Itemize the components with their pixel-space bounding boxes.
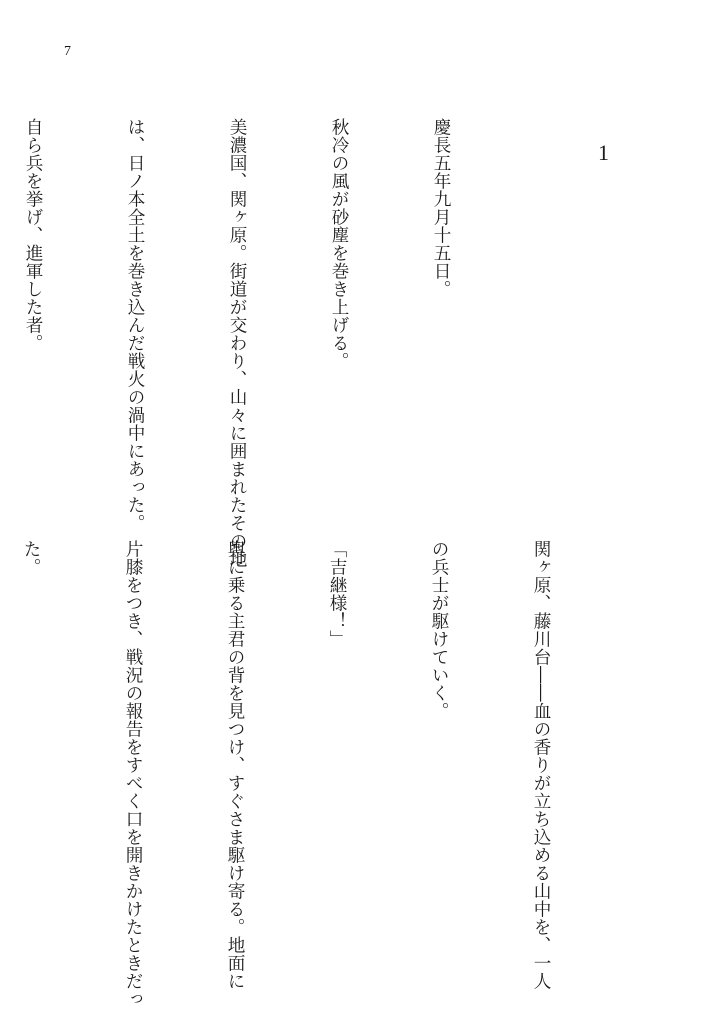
text-line: の兵士が駆けていく。 — [429, 540, 449, 720]
text-line: 秋冷の風が砂塵を巻き上げる。 — [329, 118, 349, 370]
text-line: 自ら兵を挙げ、進軍した者。 — [23, 118, 43, 352]
text-line: た。 — [21, 540, 41, 576]
text-line: 慶長五年九月十五日。 — [431, 118, 451, 298]
text-line: は、日ノ本全土を巻き込んだ戦火の渦中にあった。 — [125, 118, 145, 532]
text-line: 美濃国、関ヶ原。街道が交わり、山々に囲まれたその地 — [227, 118, 247, 568]
text-line: 輿に乗る主君の背を見つけ、すぐさま駆け寄る。地面に — [225, 540, 245, 990]
page-number: 7 — [64, 44, 71, 59]
text-line: 関ヶ原、藤川台――血の香りが立ち込める山中を、一人 — [531, 540, 551, 990]
text-block-bottom — [0, 540, 626, 1008]
text-line: 片膝をつき、戦況の報告をすべく口を開きかけたときだっ — [123, 540, 143, 1008]
text-block-top — [0, 118, 526, 568]
chapter-number: 1 — [598, 140, 609, 165]
text-line: 「吉継様！」 — [327, 540, 347, 648]
